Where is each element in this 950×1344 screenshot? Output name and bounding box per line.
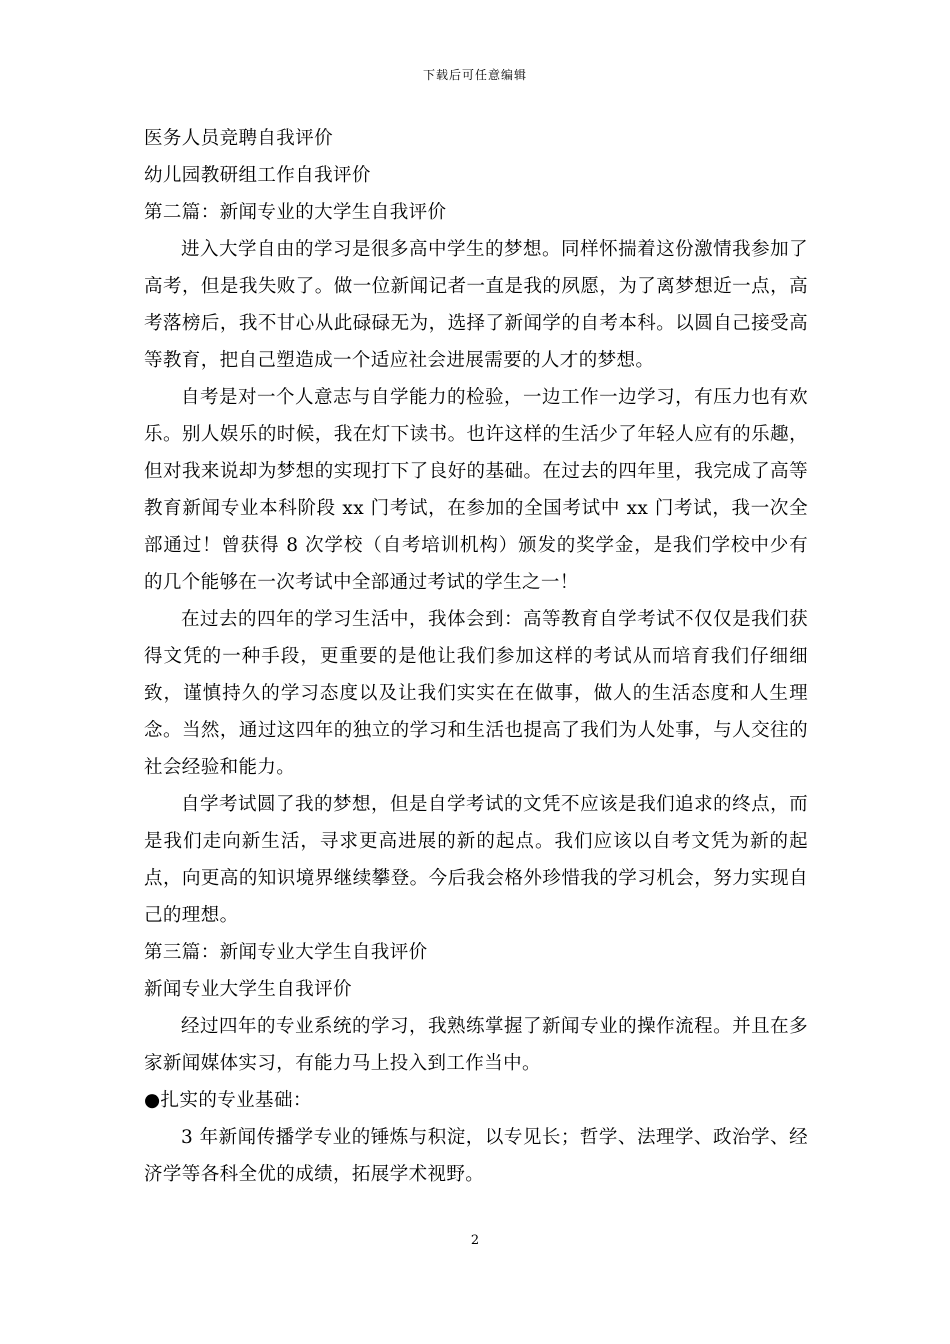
- page-header: 下载后可任意编辑: [422, 68, 527, 82]
- body-paragraph: 3 年新闻传播学专业的锤炼与积淀，以专见长；哲学、法理学、政治学、经济学等各科全优的成绩，拓展学术视野。: [144, 1127, 808, 1185]
- heading-line-medical-staff: 医务人员竞聘自我评价: [144, 128, 334, 149]
- heading-line-kindergarten: 幼儿园教研组工作自我评价: [144, 165, 371, 186]
- body-paragraph: 自学考试圆了我的梦想，但是自学考试的文凭不应该是我们追求的终点，而是我们走向新生活，寻求更高进展的新的起点。我们应该以自考文凭为新的起点，向更高的知识境界继续攀登。今后我会格外珍惜我的学习机会，努力实现自己的理想。: [144, 794, 808, 926]
- page-number: 2: [470, 1233, 480, 1248]
- section-heading-part-two: 第二篇：新闻专业的大学生自我评价: [144, 202, 447, 223]
- sub-heading: 新闻专业大学生自我评价: [144, 979, 352, 1000]
- body-paragraph: 在过去的四年的学习生活中，我体会到：高等教育自学考试不仅仅是我们获得文凭的一种手段，更重要的是他让我们参加这样的考试从而培育我们仔细细致，谨慎持久的学习态度以及让我们实实在在做事，做人的生活态度和人生理念。当然，通过这四年的独立的学习和生活也提高了我们为人处事，与人交往的社会经验和能力。: [144, 609, 808, 778]
- section-heading-part-three: 第三篇：新闻专业大学生自我评价: [144, 942, 428, 963]
- body-paragraph: 经过四年的专业系统的学习，我熟练掌握了新闻专业的操作流程。并且在多家新闻媒体实习，有能力马上投入到工作当中。: [144, 1016, 808, 1074]
- body-paragraph: 进入大学自由的学习是很多高中学生的梦想。同样怀揣着这份激情我参加了高考，但是我失败了。做一位新闻记者一直是我的夙愿，为了离梦想近一点，高考落榜后，我不甘心从此碌碌无为，选择了新闻学的自考本科。以圆自己接受高等教育，把自己塑造成一个适应社会进展需要的人才的梦想。: [144, 239, 808, 371]
- document-body: [144, 120, 808, 1193]
- body-paragraph: 自考是对一个人意志与自学能力的检验，一边工作一边学习，有压力也有欢乐。别人娱乐的时候，我在灯下读书。也许这样的生活少了年轻人应有的乐趣，但对我来说却为梦想的实现打下了良好的基础。在过去的四年里，我完成了高等教育新闻专业本科阶段 xx 门考试，在参加的全国考试中 xx 门考试，我一次全部通过！曾获得 8 次学校（自考培训机构）颁发的奖学金，是我们学校中少有的几个能够在一次考试中全部通过考试的学生之一！: [144, 387, 808, 593]
- bullet-heading: ●扎实的专业基础：: [144, 1090, 312, 1111]
